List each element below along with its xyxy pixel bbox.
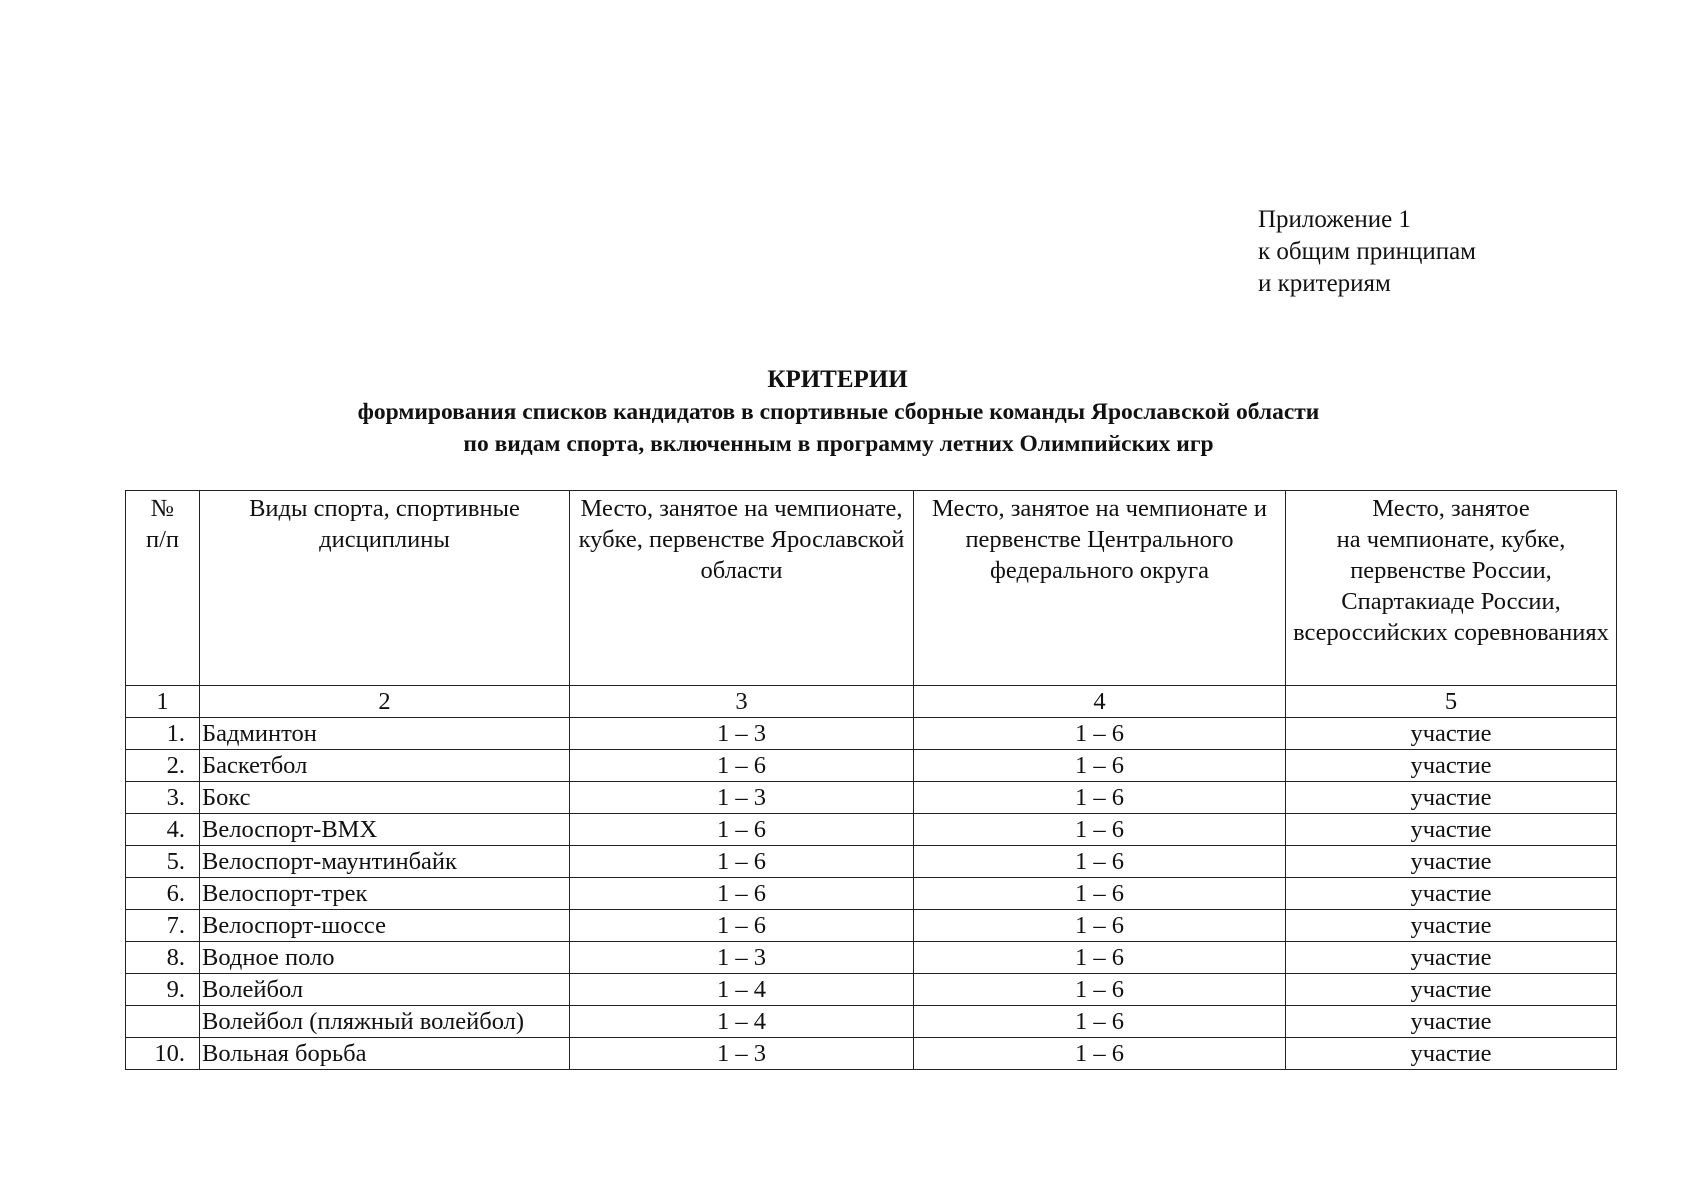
row-federal-district: 1 – 6: [914, 718, 1286, 750]
row-number: 6.: [126, 878, 200, 910]
document-title: [0, 364, 1699, 460]
row-russia: участие: [1286, 782, 1617, 814]
row-federal-district: 1 – 6: [914, 814, 1286, 846]
appendix-note: [1258, 204, 1476, 300]
header-russia: Место, занятое на чемпионате, кубке, первенстве России, Спартакиаде России, всероссийских соревнованиях: [1286, 491, 1617, 686]
table-row: [126, 750, 1617, 782]
row-number: 7.: [126, 910, 200, 942]
row-number: 2.: [126, 750, 200, 782]
title-subtitle-line-1: формирования списков кандидатов в спортивные сборные команды Ярославской области: [357, 399, 1320, 425]
row-russia: участие: [1286, 750, 1617, 782]
column-number: 2: [200, 686, 570, 718]
row-russia: участие: [1286, 878, 1617, 910]
row-regional: 1 – 6: [570, 814, 914, 846]
row-federal-district: 1 – 6: [914, 782, 1286, 814]
column-number: 3: [570, 686, 914, 718]
row-regional: 1 – 6: [570, 846, 914, 878]
row-federal-district: 1 – 6: [914, 974, 1286, 1006]
table-row: [126, 1006, 1617, 1038]
row-russia: участие: [1286, 814, 1617, 846]
row-federal-district: 1 – 6: [914, 942, 1286, 974]
table-row: [126, 974, 1617, 1006]
row-number: 10.: [126, 1038, 200, 1070]
header-federal-district: Место, занятое на чемпионате и первенстве Центрального федерального округа: [914, 491, 1286, 686]
row-sport: Велоспорт-трек: [200, 878, 570, 910]
row-russia: участие: [1286, 1038, 1617, 1070]
row-federal-district: 1 – 6: [914, 878, 1286, 910]
row-sport: Волейбол (пляжный волейбол): [200, 1006, 570, 1038]
table-row: [126, 718, 1617, 750]
row-sport: Вольная борьба: [200, 1038, 570, 1070]
criteria-table: [125, 490, 1617, 1070]
row-regional: 1 – 6: [570, 750, 914, 782]
header-row: [126, 491, 1617, 686]
header-sport: Виды спорта, спортивные дисциплины: [200, 491, 570, 686]
row-russia: участие: [1286, 718, 1617, 750]
row-federal-district: 1 – 6: [914, 750, 1286, 782]
title-subtitle-line-2: по видам спорта, включенным в программу летних Олимпийских игр: [463, 431, 1214, 457]
row-number: 3.: [126, 782, 200, 814]
column-number-row: [126, 686, 1617, 718]
title-main: КРИТЕРИИ: [767, 366, 908, 393]
table-row: [126, 878, 1617, 910]
appendix-line-2: к общим принципам: [1258, 238, 1477, 265]
column-number: 4: [914, 686, 1286, 718]
row-sport: Бокс: [200, 782, 570, 814]
row-number: 4.: [126, 814, 200, 846]
row-regional: 1 – 6: [570, 878, 914, 910]
column-number: 1: [126, 686, 200, 718]
row-russia: участие: [1286, 910, 1617, 942]
row-sport: Баскетбол: [200, 750, 570, 782]
row-regional: 1 – 6: [570, 910, 914, 942]
table-row: [126, 846, 1617, 878]
row-russia: участие: [1286, 974, 1617, 1006]
row-sport: Велоспорт-шоссе: [200, 910, 570, 942]
row-sport: Бадминтон: [200, 718, 570, 750]
appendix-line-1: Приложение 1: [1258, 206, 1411, 233]
row-federal-district: 1 – 6: [914, 1038, 1286, 1070]
row-federal-district: 1 – 6: [914, 910, 1286, 942]
header-regional: Место, занятое на чемпионате, кубке, первенстве Ярославской области: [570, 491, 914, 686]
row-regional: 1 – 3: [570, 782, 914, 814]
table-row: [126, 942, 1617, 974]
row-number: 1.: [126, 718, 200, 750]
row-russia: участие: [1286, 942, 1617, 974]
table-row: [126, 910, 1617, 942]
row-number: 8.: [126, 942, 200, 974]
row-regional: 1 – 4: [570, 974, 914, 1006]
row-regional: 1 – 3: [570, 718, 914, 750]
row-sport: Водное поло: [200, 942, 570, 974]
row-regional: 1 – 4: [570, 1006, 914, 1038]
header-number: № п/п: [126, 491, 200, 686]
row-russia: участие: [1286, 846, 1617, 878]
row-number: 9.: [126, 974, 200, 1006]
table-row: [126, 782, 1617, 814]
row-sport: Волейбол: [200, 974, 570, 1006]
row-regional: 1 – 3: [570, 942, 914, 974]
appendix-line-3: и критериям: [1258, 270, 1391, 297]
row-sport: Велоспорт-маунтинбайк: [200, 846, 570, 878]
table-row: [126, 1038, 1617, 1070]
table-row: [126, 814, 1617, 846]
column-number: 5: [1286, 686, 1617, 718]
row-federal-district: 1 – 6: [914, 846, 1286, 878]
row-federal-district: 1 – 6: [914, 1006, 1286, 1038]
row-regional: 1 – 3: [570, 1038, 914, 1070]
row-number: [126, 1006, 200, 1038]
row-sport: Велоспорт-BMX: [200, 814, 570, 846]
row-russia: участие: [1286, 1006, 1617, 1038]
row-number: 5.: [126, 846, 200, 878]
